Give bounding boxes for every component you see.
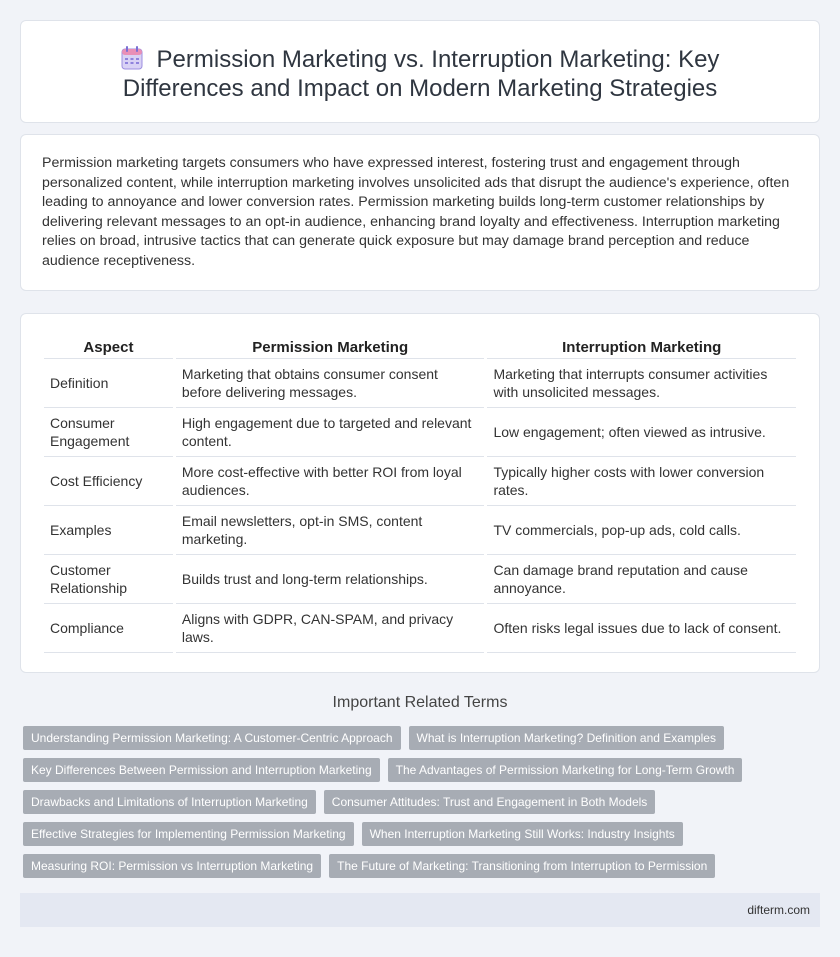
related-term-link[interactable]: Drawbacks and Limitations of Interruption Marketing xyxy=(23,790,316,814)
related-term-link[interactable]: What is Interruption Marketing? Definition and Examples xyxy=(409,726,724,750)
footer xyxy=(20,893,820,927)
comparison-table xyxy=(41,333,799,653)
page-title-wrap xyxy=(21,45,819,103)
cell-aspect: Examples xyxy=(44,506,173,555)
page-title: Permission Marketing vs. Interruption Marketing: Key Differences and Impact on Modern Marketing Strategies xyxy=(122,46,720,102)
table-row xyxy=(44,359,796,408)
cell-permission: Builds trust and long-term relationships. xyxy=(176,555,485,604)
cell-interruption: Often risks legal issues due to lack of consent. xyxy=(487,604,796,653)
header-permission: Permission Marketing xyxy=(176,333,485,359)
table-row xyxy=(44,604,796,653)
cell-aspect: Definition xyxy=(44,359,173,408)
related-term-link[interactable]: Consumer Attitudes: Trust and Engagement in Both Models xyxy=(324,790,656,814)
tag-row xyxy=(23,758,823,790)
comparison-table-card xyxy=(20,313,820,673)
related-term-link[interactable]: When Interruption Marketing Still Works: Industry Insights xyxy=(362,822,683,846)
related-term-link[interactable]: Measuring ROI: Permission vs Interruption Marketing xyxy=(23,854,321,878)
cell-aspect: Consumer Engagement xyxy=(44,408,173,457)
cell-permission: Aligns with GDPR, CAN-SPAM, and privacy laws. xyxy=(176,604,485,653)
table-row xyxy=(44,457,796,506)
table-row xyxy=(44,408,796,457)
tag-row xyxy=(23,822,823,854)
tag-row xyxy=(23,854,823,886)
cell-permission: Email newsletters, opt-in SMS, content marketing. xyxy=(176,506,485,555)
cell-aspect: Customer Relationship xyxy=(44,555,173,604)
summary-card xyxy=(20,134,820,291)
cell-permission: High engagement due to targeted and relevant content. xyxy=(176,408,485,457)
table-row xyxy=(44,506,796,555)
related-terms-list xyxy=(23,726,823,886)
site-name[interactable]: difterm.com xyxy=(747,903,810,917)
cell-interruption: Marketing that interrupts consumer activities with unsolicited messages. xyxy=(487,359,796,408)
cell-interruption: Can damage brand reputation and cause annoyance. xyxy=(487,555,796,604)
cell-permission: More cost-effective with better ROI from loyal audiences. xyxy=(176,457,485,506)
summary-paragraph: Permission marketing targets consumers who have expressed interest, fostering trust and engagement through personalized content, while interruption marketing involves unsolicited ads that disrupt the audience's experience, often leading to annoyance and lower conversion rates. Permission marketing builds long-term customer relationships by delivering relevant messages to an opt-in audience, enhancing brand loyalty and effectiveness. Interruption marketing relies on broad, intrusive tactics that can generate quick exposure but may damage brand perception and reduce audience receptiveness. xyxy=(42,155,790,269)
related-term-link[interactable]: Effective Strategies for Implementing Permission Marketing xyxy=(23,822,354,846)
related-term-link[interactable]: The Advantages of Permission Marketing for Long-Term Growth xyxy=(388,758,743,782)
header-aspect: Aspect xyxy=(44,333,173,359)
cell-aspect: Compliance xyxy=(44,604,173,653)
cell-permission: Marketing that obtains consumer consent before delivering messages. xyxy=(176,359,485,408)
tag-row xyxy=(23,790,823,822)
related-term-link[interactable]: The Future of Marketing: Transitioning from Interruption to Permission xyxy=(329,854,715,878)
header-interruption: Interruption Marketing xyxy=(487,333,796,359)
cell-interruption: Typically higher costs with lower conversion rates. xyxy=(487,457,796,506)
related-term-link[interactable]: Understanding Permission Marketing: A Customer-Centric Approach xyxy=(23,726,401,750)
tag-row xyxy=(23,726,823,758)
cell-interruption: Low engagement; often viewed as intrusive. xyxy=(487,408,796,457)
table-header-row xyxy=(44,333,796,359)
cell-aspect: Cost Efficiency xyxy=(44,457,173,506)
cell-interruption: TV commercials, pop-up ads, cold calls. xyxy=(487,506,796,555)
related-term-link[interactable]: Key Differences Between Permission and Interruption Marketing xyxy=(23,758,380,782)
title-card xyxy=(20,20,820,123)
related-terms-heading: Important Related Terms xyxy=(332,694,508,711)
table-row xyxy=(44,555,796,604)
document-icon xyxy=(121,46,143,70)
